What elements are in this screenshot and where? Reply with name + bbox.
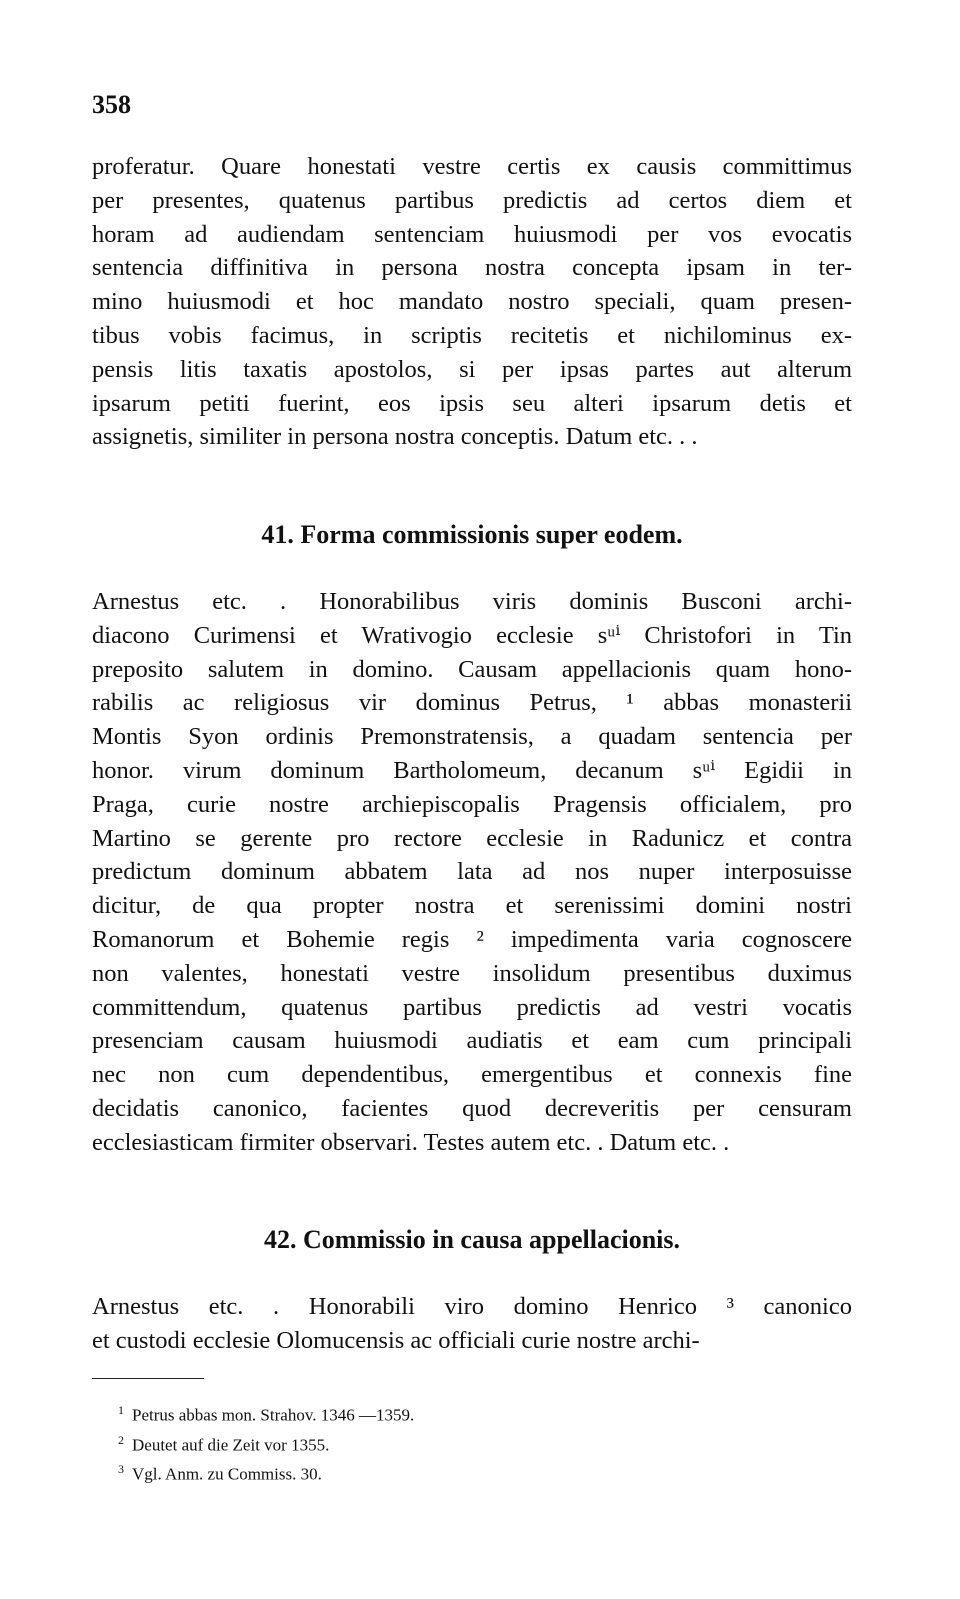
paragraph-section-42 [92, 1290, 852, 1358]
footnote-mark: 2 [118, 1432, 124, 1447]
text-line: dicitur, de qua propter nostra et serenissimi domini nostri [92, 892, 852, 920]
paragraph-continuation [92, 150, 852, 454]
text-line: proferatur. Quare honestati vestre certis ex causis committimus [92, 153, 852, 180]
footnote [118, 1398, 414, 1428]
text-line: tibus vobis facimus, in scriptis recitetis et nichilominus ex- [92, 321, 852, 349]
text-line: sentencia diffinitiva in persona nostra concepta ipsam in ter- [92, 254, 852, 282]
text-line: presenciam causam huiusmodi audiatis et eam cum principali [92, 1027, 852, 1055]
text-line: Martino se gerente pro rectore ecclesie in Radunicz et contra [92, 824, 852, 852]
text-line: nec non cum dependentibus, emergentibus et connexis fine [92, 1061, 852, 1089]
footnotes [118, 1398, 414, 1487]
text-line: rabilis ac religiosus vir dominus Petrus, ¹ abbas monasterii [92, 689, 852, 717]
page-number: 358 [92, 90, 131, 119]
text-line: honor. virum dominum Bartholomeum, decanum sᵘⁱ Egidii in [92, 756, 852, 784]
text-line: Arnestus etc. . Honorabilibus viris dominis Busconi archi- [92, 588, 852, 615]
text-line: Romanorum et Bohemie regis ² impedimenta varia cognoscere [92, 925, 852, 953]
text-line: pensis litis taxatis apostolos, si per ipsas partes aut alterum [92, 355, 852, 383]
paragraph-section-41 [92, 585, 852, 1160]
text-line: per presentes, quatenus partibus predictis ad certos diem et [92, 186, 852, 214]
text-line: horam ad audiendam sentenciam huiusmodi per vos evocatis [92, 220, 852, 248]
text-line: predictum dominum abbatem lata ad nos nuper interposuisse [92, 858, 852, 886]
text-line: diacono Curimensi et Wrativogio ecclesie sᵘⁱ Christofori in Tin [92, 621, 852, 649]
footnote-mark: 3 [118, 1462, 124, 1477]
footnote-rule [92, 1378, 204, 1379]
footnote-text: Petrus abbas mon. Strahov. 1346 —1359. [132, 1405, 415, 1425]
footnote-text: Vgl. Anm. zu Commiss. 30. [132, 1464, 322, 1484]
footnote-mark: 1 [118, 1403, 124, 1417]
footnote [118, 1428, 414, 1458]
text-line: Praga, curie nostre archiepiscopalis Pragensis officialem, pro [92, 790, 852, 818]
text-line: preposito salutem in domino. Causam appellacionis quam hono- [92, 655, 852, 683]
footnote [118, 1457, 414, 1487]
text-line: assignetis, similiter in persona nostra conceptis. Datum etc. . . [92, 423, 698, 451]
text-line: decidatis canonico, facientes quod decreveritis per censuram [92, 1094, 852, 1122]
section-heading-42: 42. Commissio in causa appellacionis. [263, 1225, 681, 1254]
text-line: non valentes, honestati vestre insolidum presentibus duximus [92, 959, 852, 987]
text-line: et custodi ecclesie Olomucensis ac officiali curie nostre archi- [92, 1326, 700, 1354]
text-line: mino huiusmodi et hoc mandato nostro speciali, quam presen- [92, 288, 852, 316]
text-line: ipsarum petiti fuerint, eos ipsis seu alteri ipsarum detis et [92, 389, 852, 417]
text-line: ecclesiasticam firmiter observari. Testes autem etc. . Datum etc. . [92, 1128, 730, 1156]
text-line: Arnestus etc. . Honorabili viro domino Henrico ³ canonico [92, 1293, 852, 1320]
footnote-text: Deutet auf die Zeit vor 1355. [132, 1435, 330, 1455]
text-line: committendum, quatenus partibus predictis ad vestri vocatis [92, 993, 852, 1021]
section-heading-41: 41. Forma commissionis super eodem. [261, 520, 683, 549]
text-line: Montis Syon ordinis Premonstratensis, a quadam sentencia per [92, 723, 852, 751]
